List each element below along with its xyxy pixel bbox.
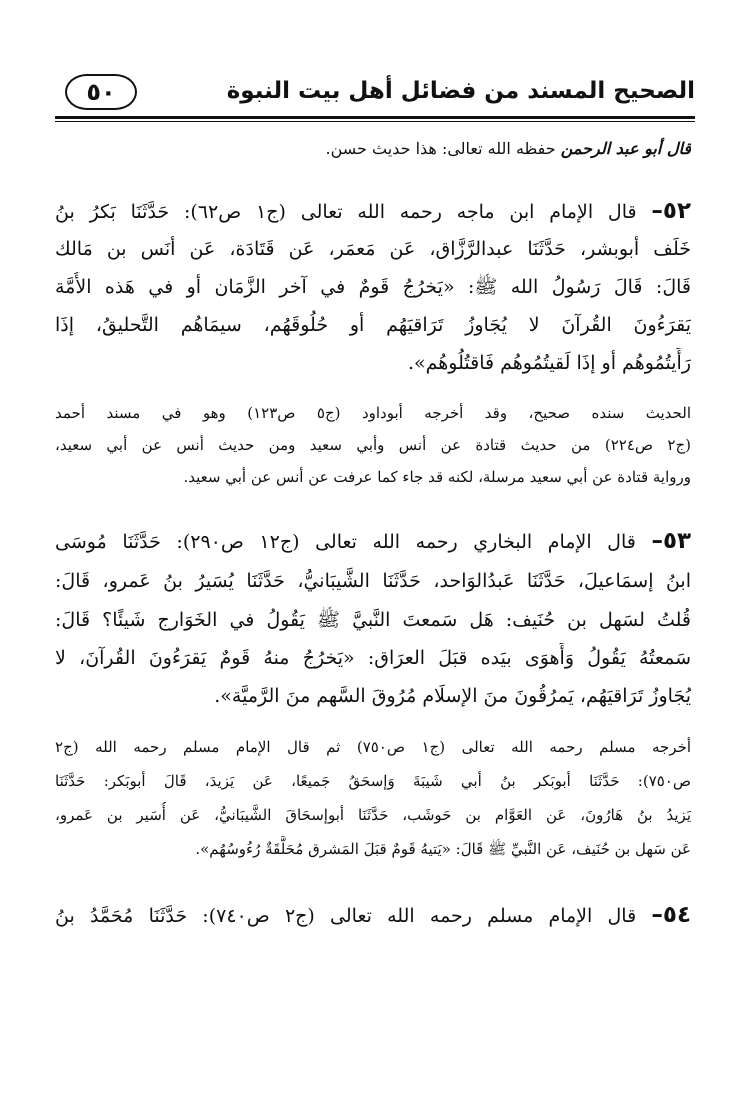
hadith-52-line-5: رَأَيتُمُوهُم أو إذَا لَقيتُمُوهُم فَاقتُلُوهُم».: [407, 352, 691, 374]
hadith-52-line-3: قَالَ: قَالَ رَسُولُ الله ﷺ: «يَخرُجُ قَومٌ في آخر الزَّمَان أو في هَذه الأُمَّة: [55, 276, 691, 298]
page-number: ٥٠: [86, 78, 116, 106]
hadith-54-text-1: قال الإمام مسلم رحمه الله تعالى (ج٢ ص٧٤٠): حَدَّثَنَا مُحَمَّدُ بنُ: [55, 905, 637, 927]
hadith-52-line-2: خَلَف أبوبشر، حَدَّثَنَا عبدالرَّزَّاق، عَن مَعمَر، عَن قَتَادَة، عَن أنَس بن مَالك: [55, 238, 691, 260]
hadith-52-note-1: الحديث سنده صحيح، وقد أخرجه أبوداود (ج٥ ص١٢٣) وهو في مسند أحمد: [55, 404, 691, 422]
hadith-53-line-4: سَمعتُهُ يَقُولُ وَأَهوَى بيَده قبَلَ العرَاق: «يَخرُجُ منهُ قَومٌ يَقرَءُونَ القُرآنَ، لا: [55, 647, 691, 669]
hadith-52-line-4: يَقرَءُونَ القُرآنَ لا يُجَاوزُ تَرَاقيَهُم أو حُلُوقَهُم، سيمَاهُم التَّحليقُ، إذَا: [55, 314, 691, 336]
hadith-53-note-4: عَن سَهل بن حُنَيف، عَن النَّبيِّ ﷺ قَالَ: «يَتيهُ قَومٌ قبَلَ المَشرق مُحَلَّقَةٌ رُءُوسُهُم».: [195, 840, 691, 858]
book-title: الصحيح المسند من فضائل أهل بيت النبوة: [226, 78, 695, 104]
hadith-52-text-1: قال الإمام ابن ماجه رحمه الله تعالى (ج١ ص٦٢): حَدَّثَنَا بَكرُ بنُ: [55, 201, 637, 223]
hadith-54-number: ٥٤–: [651, 902, 691, 928]
author-signature: قال أبو عبد الرحمن: [560, 139, 691, 158]
hadith-53-note-3: يَزيدُ بنُ هَارُونَ، عَن العَوَّام بن حَوشَب، حَدَّثَنَا أبوإسحَاقَ الشَّيبَانيُّ، عَن أُسَير بن عَمرو،: [55, 806, 691, 824]
hadith-52-note-3: ورواية قتادة عن أبي سعيد مرسلة، لكنه قد جاء كما عرفت عن أنس عن أبي سعيد.: [183, 468, 691, 486]
hadith-53-line-5: يُجَاوزُ تَرَاقيَهُم، يَمرُقُونَ منَ الإسلَام مُرُوقَ السَّهم منَ الرَّميَّة».: [214, 685, 691, 707]
page-number-badge: [65, 74, 137, 110]
hadith-53-text-1: قال الإمام البخاري رحمه الله تعالى (ج١٢ ص٢٩٠): حَدَّثَنَا مُوسَى: [55, 531, 636, 553]
header-rule-thick: [55, 116, 695, 119]
hadith-53-note-2: ص٧٥٠): حَدَّثَنَا أبوبَكر بنُ أبي شَيبَةَ وَإسحَقُ جَميعًا، عَن يَزيدَ، قَالَ أبوبَكر: حَدَّثَنَا: [55, 772, 691, 790]
intro-line: [55, 136, 691, 162]
header-rule-thin: [55, 121, 695, 122]
hadith-52-number: ٥٢–: [651, 198, 691, 224]
hadith-52-note-2: (ج٢ ص٢٢٤) من حديث قتادة عن أنس وأبي سعيد ومن حديث أنس عن أبي سعيد،: [55, 436, 691, 454]
hadith-53-line-1: [55, 526, 691, 557]
hadith-53-line-3: قُلتُ لسَهل بن حُنَيف: هَل سَمعتَ النَّبيَّ ﷺ يَقُولُ في الخَوَارج شَيئًا؟ قَالَ:: [55, 609, 691, 631]
hadith-52-line-1: [55, 196, 691, 227]
intro-text: حفظه الله تعالى: هذا حديث حسن.: [325, 139, 556, 158]
hadith-53-number: ٥٣–: [651, 528, 691, 554]
page-header: [55, 72, 695, 122]
hadith-53-line-2: ابنُ إسمَاعيلَ، حَدَّثَنَا عَبدُالوَاحد، حَدَّثَنَا الشَّيبَانيُّ، حَدَّثَنَا يُسَيرُ بنُ عَمرو، قَالَ:: [55, 570, 691, 592]
hadith-54-line-1: [55, 900, 691, 931]
hadith-53-note-1: أخرجه مسلم رحمه الله تعالى (ج١ ص٧٥٠) ثم قال الإمام مسلم رحمه الله (ج٢: [55, 738, 691, 756]
